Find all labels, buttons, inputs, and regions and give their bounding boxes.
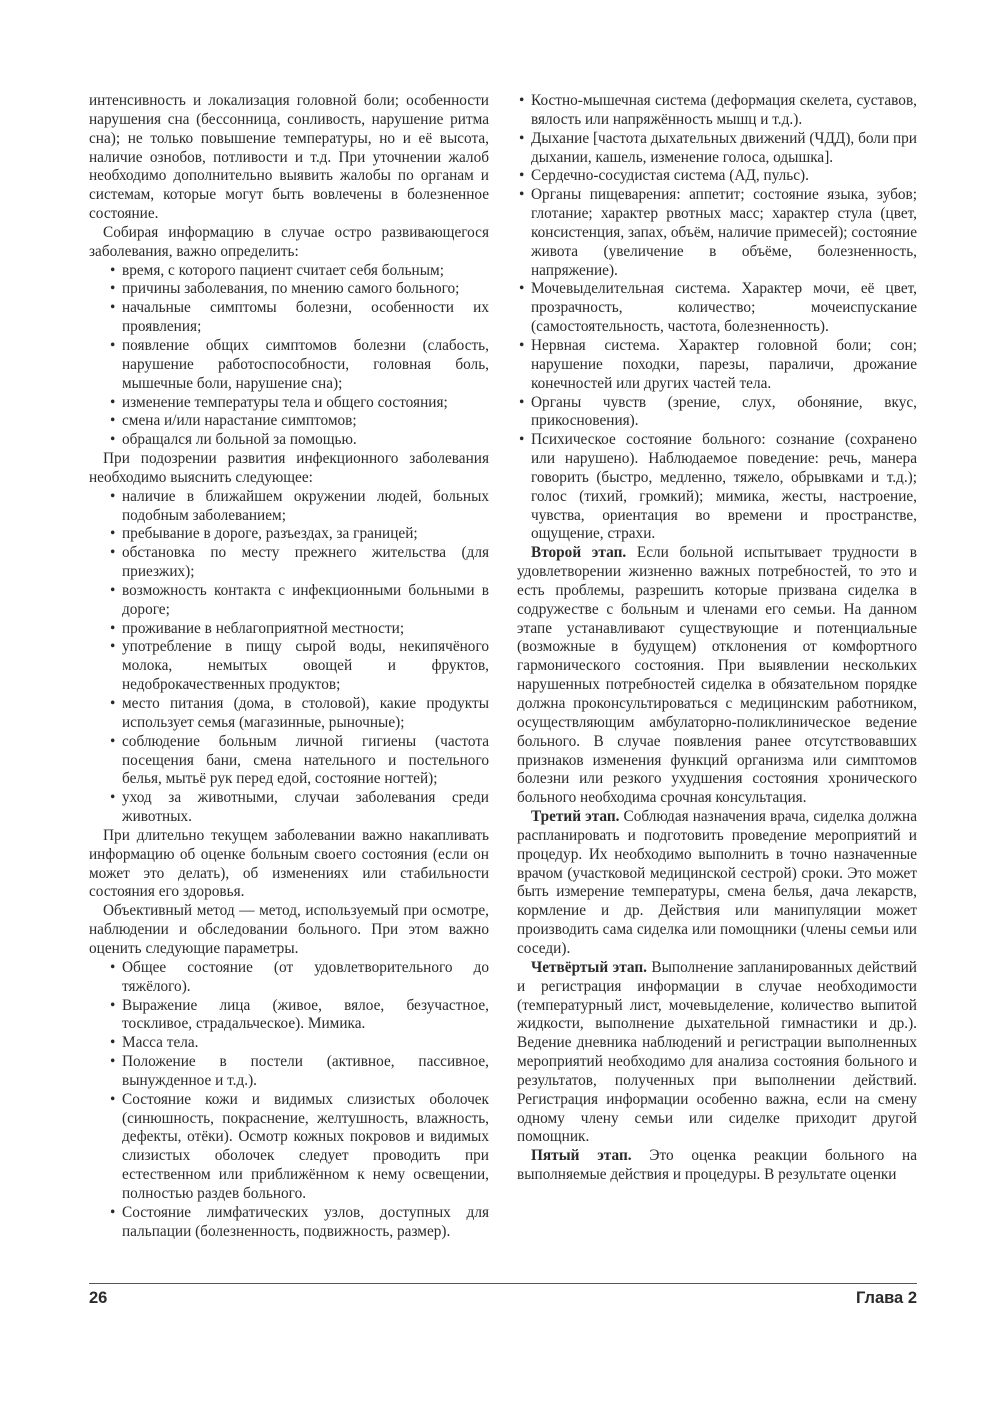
right-column bbox=[517, 92, 917, 1185]
chapter-label: Глава 2 bbox=[855, 1289, 917, 1307]
list-item: • употребление в пищу сырой воды, некипячёного молока, немытых овощей и фруктов, недоброкачественных продуктов; bbox=[108, 638, 489, 695]
stage-3-text: Соблюдая назначения врача, сиделка должна распланировать и подготовить проведение мероприятий и процедур. Их необходимо выполнить в точно назначенные врачом (участковой медицинской сестрой) сроки. Это может быть измерение температуры, смена белья, дача лекарств, кормление и др. Действия или манипуляции может производить сама сиделка или помощники (члены семьи или соседи). bbox=[517, 808, 917, 957]
page-number: 26 bbox=[89, 1289, 108, 1307]
list-item: • Выражение лица (живое, вялое, безучастное, тоскливое, страдальческое). Мимика. bbox=[108, 997, 489, 1035]
paragraph-chronic: При длительно текущем заболевании важно накапливать информацию об оценке больным своего состояния (если он может это делать), об изменениях или стабильности состояния его здоровья. bbox=[89, 826, 489, 901]
footer-divider bbox=[89, 1283, 917, 1284]
list-item: • Положение в постели (активное, пассивное, вынужденное и т.д.). bbox=[108, 1053, 489, 1091]
paragraph-acute-intro: Собирая информацию в случае остро развивающегося заболевания, важно определить: bbox=[89, 223, 489, 260]
paragraph-infection-intro: При подозрении развития инфекционного заболевания необходимо выяснить следующее: bbox=[89, 450, 489, 486]
list-item: • Дыхание [частота дыхательных движений (ЧДД), боли при дыхании, кашель, изменение голоса, одышка]. bbox=[517, 130, 917, 168]
list-item: • пребывание в дороге, разъездах, за границей; bbox=[108, 525, 489, 544]
list-item: • наличие в ближайшем окружении людей, больных подобным заболеванием; bbox=[108, 488, 489, 526]
paragraph-complaints: интенсивность и локализация головной боли; особенности нарушения сна (бессонница, сонливость, нарушение ритма сна); не только повышение температуры, но и её высота, наличие ознобов, потливости и т.д. При уточнении жалоб необходимо дополнительно выявить жалобы по органам и системам, которые могут быть вовлечены в болезненное состояние. bbox=[89, 92, 489, 223]
list-item: • время, с которого пациент считает себя больным; bbox=[108, 262, 489, 281]
paragraph-stage-5 bbox=[517, 1147, 917, 1185]
infection-list bbox=[108, 488, 489, 827]
list-item: • причины заболевания, по мнению самого больного; bbox=[108, 280, 489, 299]
list-item: • появление общих симптомов болезни (слабость, нарушение работоспособности, головная боль, мышечные боли, нарушение сна); bbox=[108, 337, 489, 394]
list-item: • проживание в неблагоприятной местности; bbox=[108, 620, 489, 639]
list-item: • Мочевыделительная система. Характер мочи, её цвет, прозрачность, количество; мочеиспускание (самостоятельность, частота, болезненность). bbox=[517, 280, 917, 337]
list-item: • Масса тела. bbox=[108, 1034, 489, 1053]
list-item: • Состояние лимфатических узлов, доступных для пальпации (болезненность, подвижность, размер). bbox=[108, 1204, 489, 1242]
list-item: • уход за животными, случаи заболевания среди животных. bbox=[108, 789, 489, 827]
list-item: • Психическое состояние больного: сознание (сохранено или нарушено). Наблюдаемое поведение: речь, манера говорить (быстро, медленно, тяжело, обрывками и т.д.); голос (тихий, громкий); мимика, жесты, настроение, чувства, ориентация во времени и пространстве, ощущение, страхи. bbox=[517, 431, 917, 544]
list-item: • возможность контакта с инфекционными больными в дороге; bbox=[108, 582, 489, 620]
list-item: • смена и/или нарастание симптомов; bbox=[108, 412, 489, 431]
objective-parameters-list bbox=[108, 959, 489, 1242]
stage-4-text: Выполнение запланированных действий и регистрация информации в случае необходимости (температурный лист, мочевыделение, количество выпитой жидкости, выполнение дыхательной гимнастики и др.). Ведение дневника наблюдений и регистрации выполненных мероприятий необходимо для анализа состояния больного и результатов, полученных при выполнении действий. Регистрация информации особенно важна, если на смену одному члену семьи или сиделке приходит другой помощник. bbox=[517, 958, 917, 1146]
left-column bbox=[89, 92, 489, 1241]
list-item: • Состояние кожи и видимых слизистых оболочек (синюшность, покраснение, желтушность, влажность, дефекты, отёки). Осмотр кожных покровов и видимых слизистых оболочек следует проводить при естественном или приближённом к нему освещении, полностью раздев больного. bbox=[108, 1091, 489, 1204]
paragraph-stage-2 bbox=[517, 544, 917, 808]
list-item: • изменение температуры тела и общего состояния; bbox=[108, 394, 489, 413]
acute-disease-list bbox=[108, 262, 489, 450]
list-item: • обращался ли больной за помощью. bbox=[108, 431, 489, 450]
list-item: • начальные симптомы болезни, особенности их проявления; bbox=[108, 299, 489, 337]
list-item: • соблюдение больным личной гигиены (частота посещения бани, смена нательного и постельного белья, мытьё рук перед едой, состояние ногтей); bbox=[108, 733, 489, 790]
paragraph-stage-4 bbox=[517, 959, 917, 1147]
list-item: • Костно-мышечная система (деформация скелета, суставов, вялость или напряжённость мышц и т.д.). bbox=[517, 92, 917, 130]
stage-2-title: Второй этап. bbox=[531, 544, 627, 562]
list-item: • обстановка по месту прежнего жительства (для приезжих); bbox=[108, 544, 489, 582]
paragraph-objective-method: Объективный метод — метод, используемый при осмотре, наблюдении и обследовании больного. При этом важно оценить следующие параметры. bbox=[89, 902, 489, 957]
list-item: • Органы чувств (зрение, слух, обоняние, вкус, прикосновения). bbox=[517, 394, 917, 432]
list-item: • место питания (дома, в столовой), какие продукты использует семья (магазинные, рыночные); bbox=[108, 695, 489, 733]
list-item: • Нервная система. Характер головной боли; сон; нарушение походки, парезы, параличи, дрожание конечностей или других частей тела. bbox=[517, 337, 917, 394]
stage-4-title: Четвёртый этап. bbox=[531, 958, 647, 976]
list-item: • Сердечно-сосудистая система (АД, пульс). bbox=[517, 167, 917, 186]
stage-5-title: Пятый этап. bbox=[531, 1147, 632, 1165]
stage-5-text: Это оценка реакции больного на выполняемые действия и процедуры. В результате оценки bbox=[517, 1147, 917, 1184]
paragraph-stage-3 bbox=[517, 808, 917, 959]
body-systems-list bbox=[517, 92, 917, 544]
list-item: • Общее состояние (от удовлетворительного до тяжёлого). bbox=[108, 959, 489, 997]
list-item: • Органы пищеварения: аппетит; состояние языка, зубов; глотание; характер рвотных масс; характер стула (цвет, консистенция, запах, объём, наличие примесей); состояние живота (увеличение в объёме, болезненность, напряжение). bbox=[517, 186, 917, 280]
stage-3-title: Третий этап. bbox=[531, 808, 620, 826]
stage-2-text: Если больной испытывает трудности в удовлетворении жизненно важных потребностей, то это и есть проблемы, разрешить которые призвана сиделка в содружестве с больным и членами его семьи. На данном этапе устанавливают существующие и потенциальные (возможные в будущем) отклонения от комфортного гармонического состояния. При выявлении нескольких нарушенных потребностей сиделка в обязательном порядке должна проконсультироваться с медицинским работником, осуществляющим амбулаторно-поликлиническое ведение больного. В случае появления ранее отсутствовавших признаков изменения функций организма или симптомов болезни или резкого ухудшения состояния хронического больного необходима срочная консультация. bbox=[517, 544, 918, 807]
